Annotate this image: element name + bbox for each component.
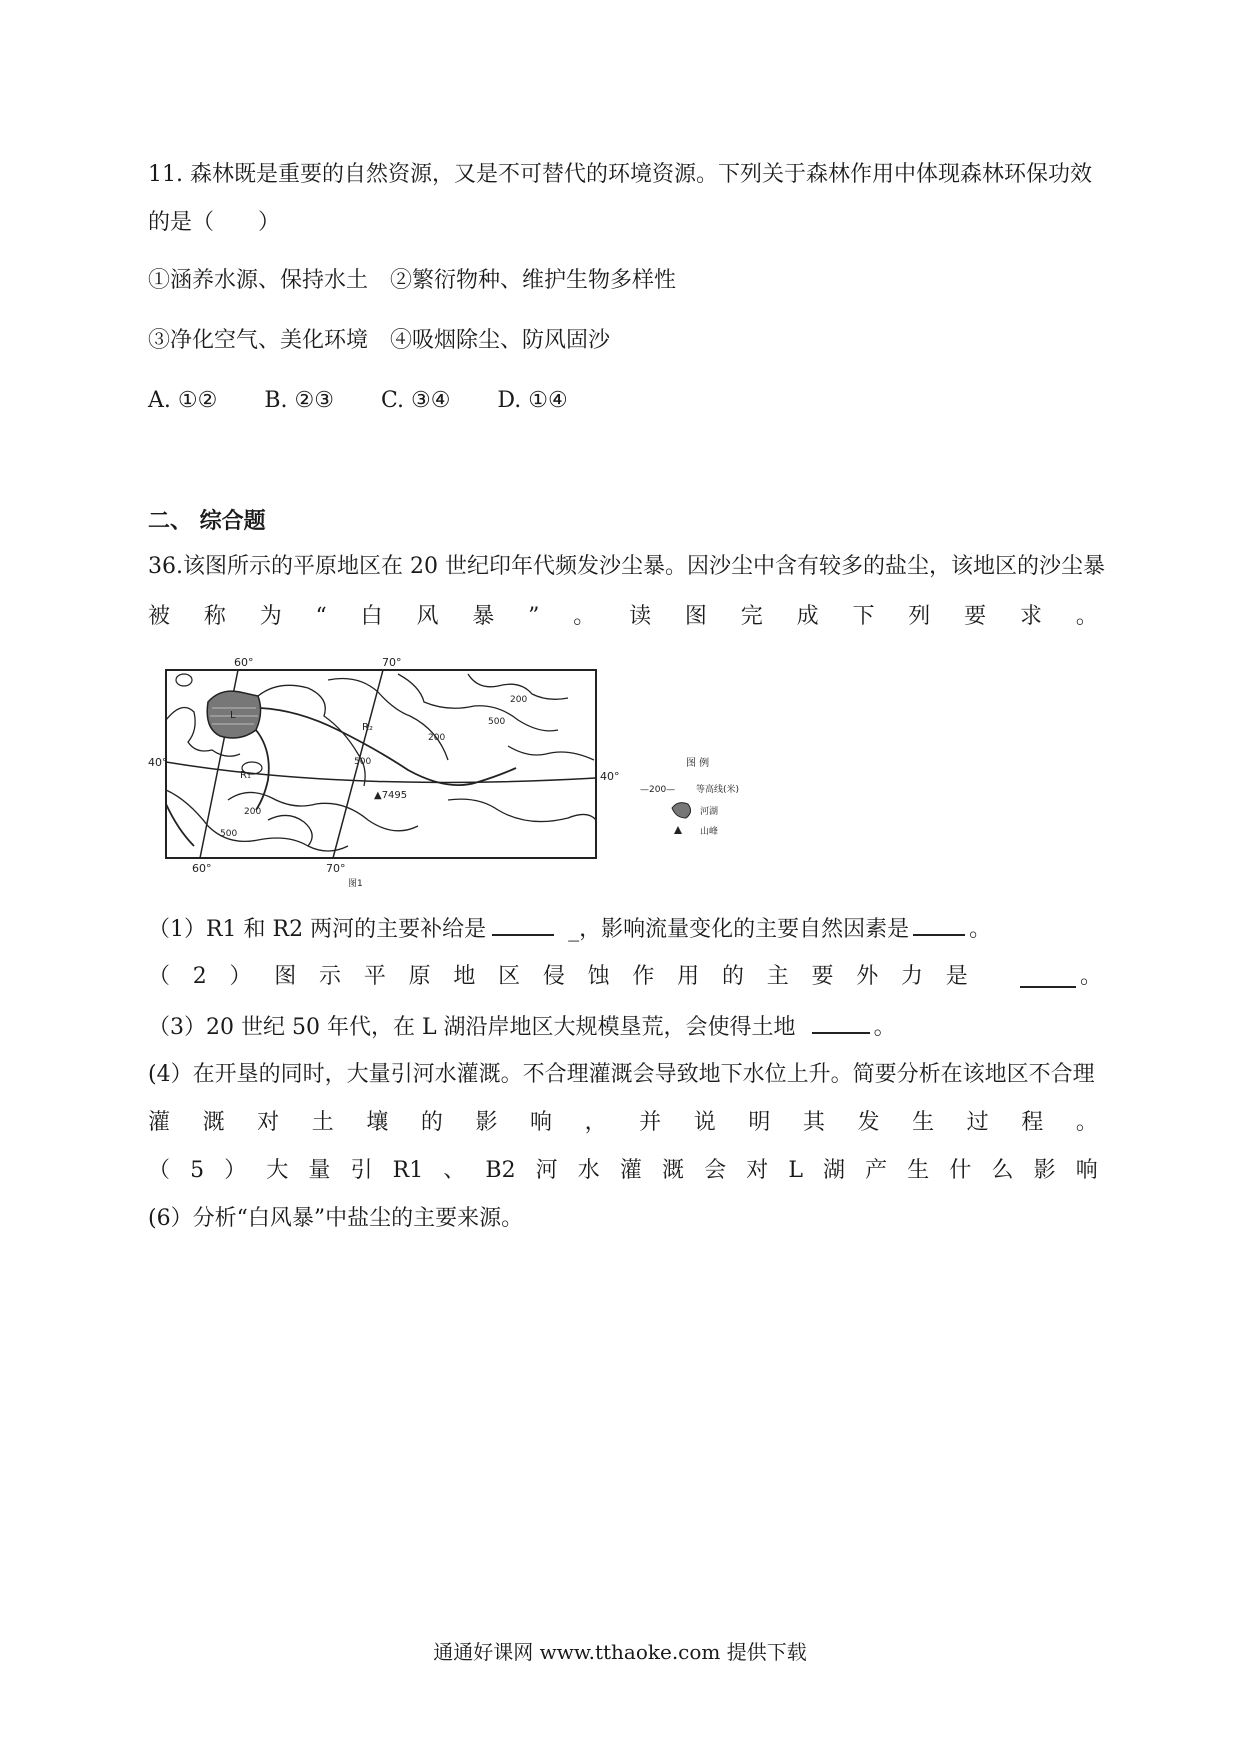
section-2-title: 二、 综合题: [148, 508, 266, 534]
char: 大: [266, 1158, 289, 1183]
char: 下: [852, 604, 875, 629]
contour-line: [328, 679, 448, 761]
q36-sub6: (6）分析“白风暴”中盐尘的主要来源。: [148, 1206, 524, 1231]
sub3-end: 。: [873, 1015, 896, 1040]
char: ）: [224, 1158, 247, 1183]
char: 主: [766, 964, 789, 989]
page-footer: 通通好课网 www.tthaoke.com 提供下载: [433, 1640, 807, 1664]
parallel-40: [166, 762, 596, 782]
q11-items-line1: ①涵养水源、保持水土 ②繁衍物种、维护生物多样性: [148, 268, 677, 293]
char: 影: [475, 1110, 498, 1135]
contour-label: 200: [510, 695, 528, 705]
sub2-end: 。: [1080, 964, 1103, 989]
sub1-text-a: （1）R1 和 R2 两河的主要补给是: [148, 917, 487, 942]
answer-blank[interactable]: [913, 914, 965, 936]
char: 5: [190, 1158, 205, 1183]
char: 对: [746, 1158, 769, 1183]
char: 生: [912, 1110, 935, 1135]
char: 地: [453, 964, 476, 989]
char: ，: [584, 1110, 607, 1135]
char: 示: [319, 964, 342, 989]
char: 用: [677, 964, 700, 989]
legend-lake-text: 河湖: [700, 807, 719, 817]
char: “: [315, 604, 327, 629]
q36-sub4-line2: [148, 1108, 1098, 1138]
char: 白: [360, 604, 383, 629]
char: （: [148, 1158, 171, 1183]
peak-icon: [674, 826, 682, 834]
sub3-text: （3）20 世纪 50 年代，在 L 湖沿岸地区大规模垦荒，会使得土地: [148, 1015, 796, 1040]
char: 的: [420, 1110, 443, 1135]
char: 什: [949, 1158, 972, 1183]
legend-title: 图 例: [686, 758, 710, 769]
lat-label: 40°: [600, 770, 620, 783]
river-lower: [166, 804, 194, 846]
char: 图: [684, 604, 707, 629]
contour-label: 500: [354, 757, 372, 767]
char: 侵: [542, 964, 565, 989]
char: 响: [530, 1110, 553, 1135]
char: 河: [535, 1158, 558, 1183]
char: 灌: [619, 1158, 642, 1183]
char: B2: [485, 1158, 516, 1183]
char: 力: [901, 964, 924, 989]
char: 求: [1019, 604, 1042, 629]
river-label: R₁: [240, 770, 251, 781]
char: 。: [1075, 604, 1098, 629]
char: 明: [748, 1110, 771, 1135]
char: 湖: [823, 1158, 846, 1183]
char: 暴: [472, 604, 495, 629]
char: 响: [1075, 1158, 1098, 1183]
river-r1: [256, 730, 269, 810]
char: 蚀: [587, 964, 610, 989]
contour-island: [176, 674, 192, 686]
q11-stem-line2: 的是（ ）: [148, 210, 281, 235]
lon-label: 70°: [382, 656, 402, 669]
char: 要: [964, 604, 987, 629]
lon-label: 70°: [326, 862, 346, 875]
sub1-text-b: _，影响流量变化的主要自然因素是: [568, 917, 910, 942]
sub1-text-c: 。: [969, 917, 992, 942]
legend-contour-text: 等高线(米): [696, 785, 740, 795]
char: 水: [577, 1158, 600, 1183]
char: 对: [257, 1110, 280, 1135]
answer-blank[interactable]: [1020, 966, 1076, 988]
q11-stem-line1: 11. 森林既是重要的自然资源，又是不可替代的环境资源。下列关于森林作用中体现森林环保功效: [148, 162, 1092, 187]
char: 溉: [662, 1158, 685, 1183]
char: 土: [311, 1110, 334, 1135]
char: 是: [945, 964, 968, 989]
q11-items-line2: ③净化空气、美化环境 ④吸烟除尘、防风固沙: [148, 328, 611, 353]
char: 引: [350, 1158, 373, 1183]
contour-label: 500: [488, 717, 506, 727]
river-label: R₂: [362, 722, 373, 733]
river-r2: [260, 708, 516, 785]
char: 影: [1033, 1158, 1056, 1183]
q11-option-b: B. ②③: [264, 388, 334, 413]
char: 、: [443, 1158, 466, 1183]
contour-line: [398, 674, 558, 731]
char: R1: [392, 1158, 424, 1183]
region-map: [148, 650, 788, 890]
char: 壤: [366, 1110, 389, 1135]
char: 原: [408, 964, 431, 989]
char: ）: [229, 964, 252, 989]
answer-blank[interactable]: [812, 1012, 870, 1034]
char: 成: [796, 604, 819, 629]
char: 产: [865, 1158, 888, 1183]
contour-line: [448, 799, 596, 821]
contour-line: [268, 815, 312, 846]
char: 生: [907, 1158, 930, 1183]
char: 灌: [148, 1110, 171, 1135]
char: 平: [363, 964, 386, 989]
legend-peak-text: 山峰: [700, 827, 719, 837]
char: 作: [632, 964, 655, 989]
q11-option-d: D. ①④: [497, 388, 568, 413]
char: 会: [704, 1158, 727, 1183]
peak-label: ▲7495: [374, 790, 408, 801]
lon-label: 60°: [192, 862, 212, 875]
legend-lake-icon: [672, 803, 691, 818]
contour-label: 200: [428, 733, 446, 743]
char: 并: [639, 1110, 662, 1135]
q36-intro-line1: 36.该图所示的平原地区在 20 世纪印年代频发沙尘暴。因沙尘中含有较多的盐尘，该地区的沙尘暴: [148, 554, 1105, 579]
q36-sub5: [148, 1156, 1098, 1186]
char: 溉: [202, 1110, 225, 1135]
q11-option-c: C. ③④: [380, 388, 451, 413]
contour-label: 500: [220, 829, 238, 839]
char: ”: [528, 604, 540, 629]
char: （: [148, 964, 171, 989]
q11-option-a: A. ①②: [148, 388, 218, 413]
char: 说: [693, 1110, 716, 1135]
q36-sub1: [148, 914, 991, 945]
char: 风: [416, 604, 439, 629]
q11-options: [148, 386, 568, 416]
char: 读: [629, 604, 652, 629]
char: 程: [1021, 1110, 1044, 1135]
char: 被: [148, 604, 171, 629]
sub2-chars: [148, 962, 968, 992]
char: 为: [259, 604, 282, 629]
q36-sub3: [148, 1012, 896, 1043]
char: L: [788, 1158, 803, 1183]
char: 么: [991, 1158, 1014, 1183]
contour-line: [166, 790, 348, 851]
lat-label: 40°: [148, 756, 168, 769]
char: 称: [203, 604, 226, 629]
char: 完: [740, 604, 763, 629]
legend-contour-sample: —200—: [640, 785, 676, 795]
char: 的: [721, 964, 744, 989]
char: 量: [308, 1158, 331, 1183]
char: 图: [274, 964, 297, 989]
char: 过: [966, 1110, 989, 1135]
char: 2: [192, 964, 207, 989]
q36-intro-line2: [148, 602, 1098, 632]
lon-label: 60°: [234, 656, 254, 669]
char: 区: [498, 964, 521, 989]
lake-label: L: [230, 710, 236, 721]
map-caption: 图1: [348, 879, 363, 889]
char: 。: [1075, 1110, 1098, 1135]
q36-sub4-line1: (4）在开垦的同时，大量引河水灌溉。不合理灌溉会导致地下水位上升。简要分析在该地区不合理: [148, 1062, 1095, 1087]
char: 其: [802, 1110, 825, 1135]
char: 外: [856, 964, 879, 989]
char: 要: [811, 964, 834, 989]
char: 发: [857, 1110, 880, 1135]
char: 列: [908, 604, 931, 629]
contour-line: [508, 746, 594, 760]
char: 。: [573, 604, 596, 629]
answer-blank[interactable]: [492, 914, 554, 936]
contour-label: 200: [244, 807, 262, 817]
